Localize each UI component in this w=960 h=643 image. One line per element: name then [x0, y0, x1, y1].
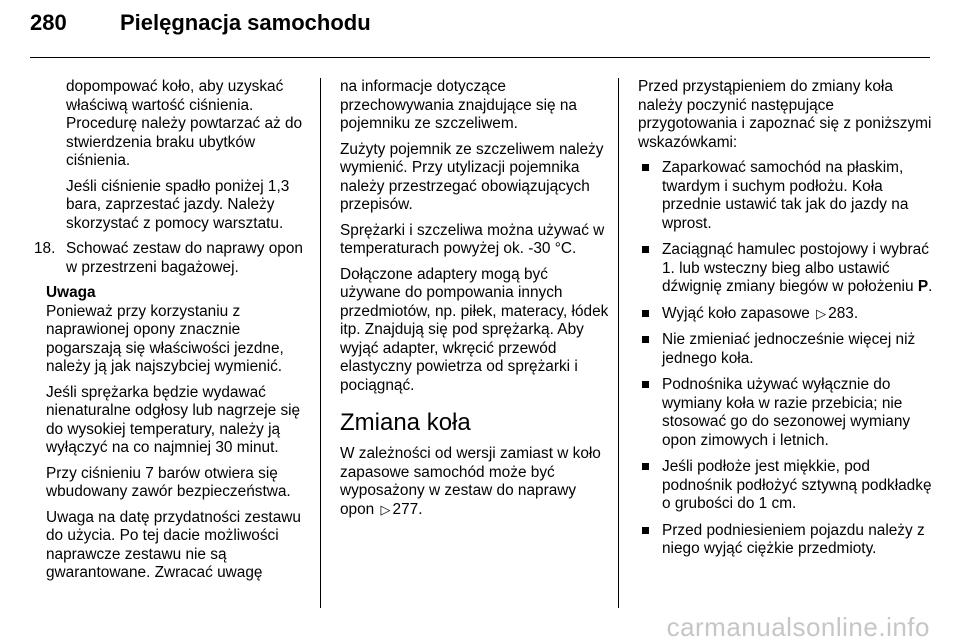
note-heading: Uwaga	[46, 284, 96, 301]
paragraph: na informacje dotyczące przechowywania znajdujące się na pojemniku ze szczeliwem.	[340, 78, 577, 132]
continued-paragraph: Jeśli ciśnienie spadło poniżej 1,3 bara, zaprzestać jazdy. Należy skorzystać z pomocy warsztatu.	[66, 177, 290, 232]
page-number: 280	[30, 10, 67, 35]
step-text: Schować zestaw do naprawy opon w przestrzeni bagażowej.	[66, 240, 303, 276]
page-reference-link[interactable]: 283.	[828, 304, 859, 322]
square-bullet-icon	[642, 527, 649, 534]
watermark: carmanualsonline.info	[666, 612, 930, 642]
xref-arrow-icon: ▷	[380, 501, 391, 517]
square-bullet-icon	[642, 381, 649, 388]
bullet-text: Podnośnika używać wyłącznie do wymiany koła w razie przebicia; nie stosować go do sezonowej wymiany opon zimowych i letnich.	[662, 376, 911, 449]
square-bullet-icon	[642, 164, 649, 171]
note-paragraph: Jeśli sprężarka będzie wydawać nienaturalne odgłosy lub nagrzeje się do wysokiej temperatury, należy ją wyłączyć na co najmniej 30 minut.	[46, 383, 301, 456]
bullet-item	[638, 331, 934, 368]
square-bullet-icon	[642, 246, 649, 253]
paragraph: Zużyty pojemnik ze szczeliwem należy wymienić. Przy utylizacji pojemnika należy przestrzegać obowiązujących przepisów.	[340, 140, 604, 213]
step-number: 18.	[34, 240, 56, 257]
column-right	[638, 78, 934, 567]
section-paragraph	[340, 445, 612, 519]
bullet-text: Zaparkować samochód na płaskim, twardym i suchym podłożu. Koła przednie ustawić tak jak do jazdy na wprost.	[662, 159, 909, 232]
bullet-text: Zaciągnąć hamulec postojowy i wybrać 1. lub wsteczny bieg albo ustawić dźwignię zmiany biegów w położeniu	[662, 241, 929, 295]
xref-arrow-icon: ▷	[816, 305, 827, 321]
section-text: W zależności od wersji zamiast w koło zapasowe samochód może być wyposażony w zestaw do naprawy opon	[340, 445, 601, 518]
bullet-text: Wyjąć koło zapasowe	[662, 304, 810, 322]
note-paragraph: Przy ciśnieniu 7 barów otwiera się wbudowany zawór bezpieczeństwa.	[46, 464, 291, 500]
note-paragraph: Uwaga na datę przydatności zestawu do użycia. Po tej dacie możliwości naprawcze zestawu nie są gwarantowane. Zwracać uwagę	[46, 508, 301, 581]
step-18	[34, 240, 316, 277]
column-divider	[320, 78, 321, 608]
bullet-item	[638, 159, 934, 233]
column-left	[34, 78, 316, 590]
note-block	[34, 303, 316, 583]
bullet-item: Zaciągnąć hamulec postojowy i wybrać 1. lub wsteczny bieg albo ustawić dźwignię zmiany biegów w położeniu P.	[638, 241, 934, 297]
square-bullet-icon	[642, 336, 649, 343]
bullet-text: Przed podniesieniem pojazdu należy z niego wyjąć ciężkie przedmioty.	[662, 521, 925, 557]
header-rule	[30, 57, 930, 58]
note-paragraph: Ponieważ przy korzystaniu z naprawionej opony znacznie pogarszają się właściwości jezdne, należy ją jak najszybciej wymienić.	[46, 302, 284, 375]
paragraph: Sprężarki i szczeliwa można używać w temperaturach powyżej ok. -30 °C.	[340, 221, 605, 257]
gear-position-label: P	[917, 278, 929, 295]
bullet-item	[638, 305, 934, 324]
bullet-item	[638, 376, 934, 450]
square-bullet-icon	[642, 463, 649, 470]
bullet-text: Nie zmieniać jednocześnie więcej niż jednego koła.	[662, 331, 916, 367]
page-reference-link[interactable]: 277.	[392, 500, 423, 518]
intro-paragraph: Przed przystąpieniem do zmiany koła należy poczynić następujące przygotowania i zapoznać się z poniższymi wskazówkami:	[638, 78, 932, 151]
column-divider	[618, 78, 619, 608]
continued-paragraph: dopompować koło, aby uzyskać właściwą wartość ciśnienia. Procedurę należy powtarzać aż do stwierdzenia braku ubytków ciśnienia.	[66, 78, 303, 169]
column-middle	[340, 78, 612, 526]
bullet-item	[638, 458, 934, 514]
bullet-text: Jeśli podłoże jest miękkie, pod podnośnik podłożyć sztywną podkładkę o grubości do 1 cm.	[662, 458, 932, 512]
page-title: Pielęgnacja samochodu	[120, 10, 371, 35]
bullet-item	[638, 522, 934, 559]
paragraph: Dołączone adaptery mogą być używane do pompowania innych przedmiotów, np. piłek, materacy, łódek itp. Znajdują się pod sprężarką. Aby wyjąć adapter, wkręcić przewód elastyczny powietrza od sprężarki i pociągnąć.	[340, 265, 609, 394]
square-bullet-icon	[642, 310, 649, 317]
section-heading: Zmiana koła	[340, 409, 471, 436]
